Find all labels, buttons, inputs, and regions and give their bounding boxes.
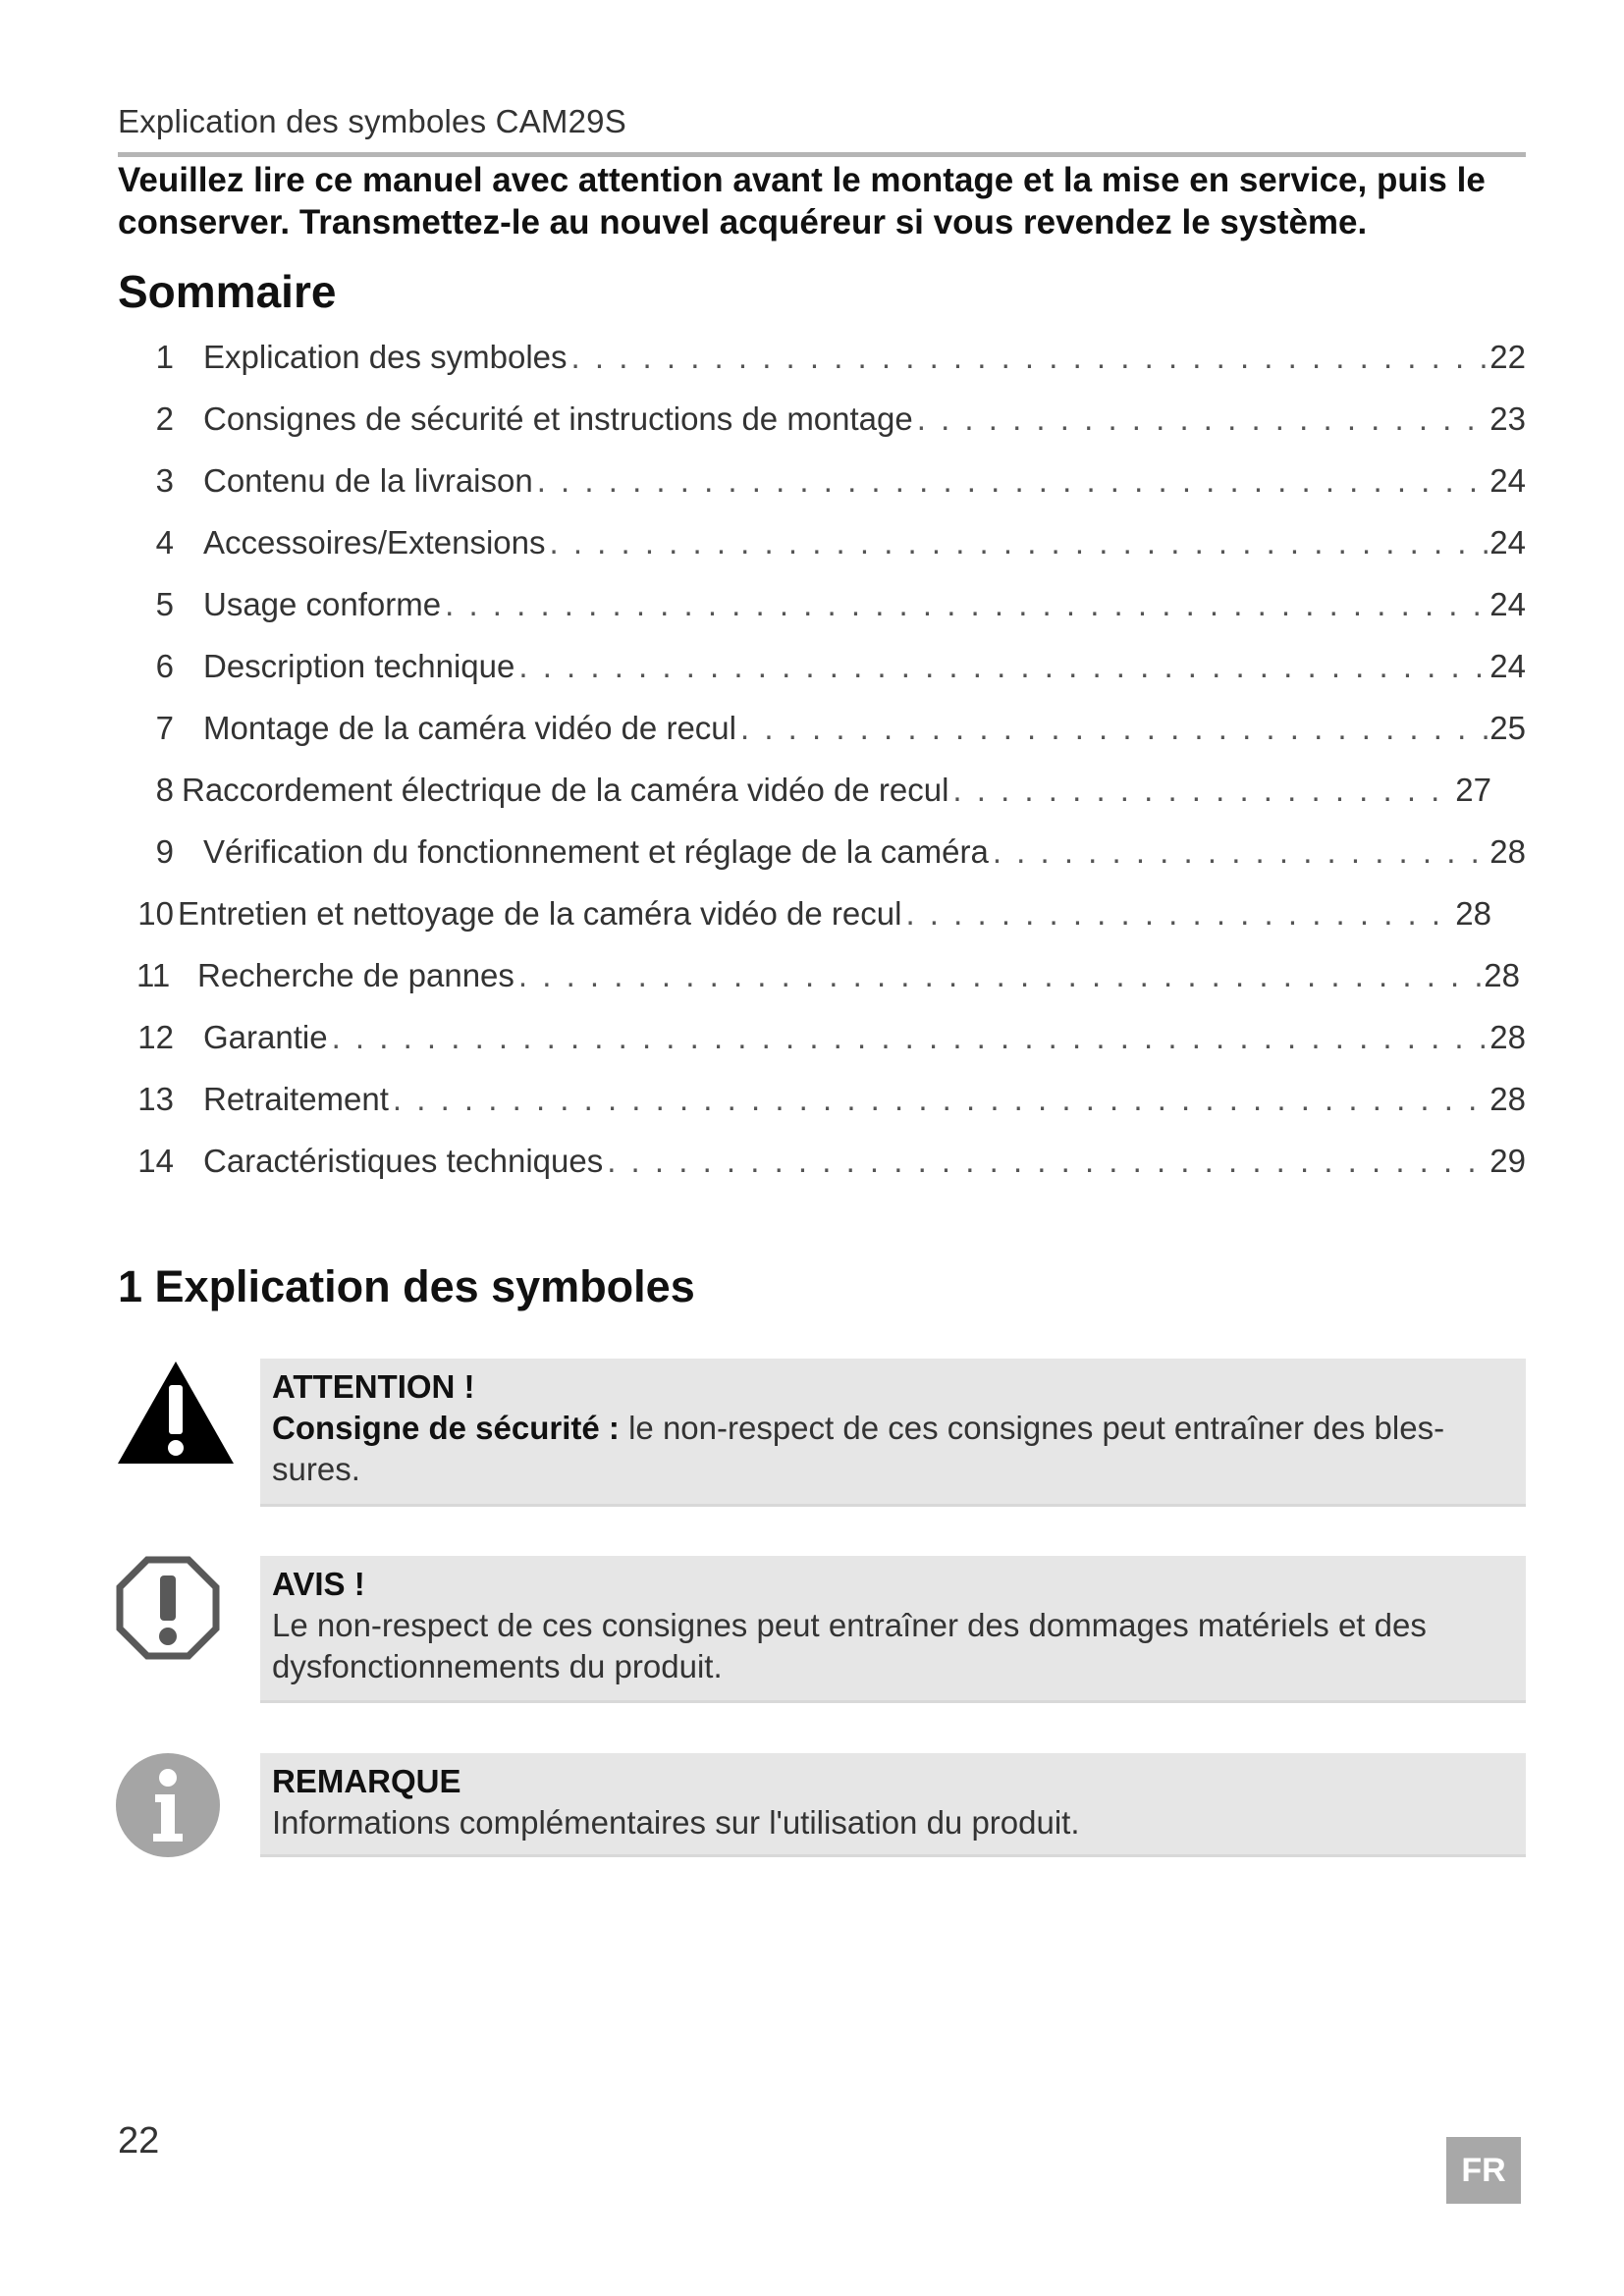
toc-leader-dots (514, 648, 1489, 685)
notice-title: AVIS ! (272, 1566, 365, 1602)
toc-entry[interactable] (136, 1143, 1526, 1186)
toc-leader-dots (533, 462, 1490, 500)
notice-text: Le non-respect de ces consignes peut entraîner des dommages matériels et des dysfonctionnements du produit. (272, 1607, 1427, 1684)
toc-leader-dots (603, 1143, 1489, 1180)
toc-entry-page: 22 (1489, 339, 1526, 375)
toc-entry-label: Description technique (203, 648, 515, 684)
toc-entry-number: 9 (155, 833, 174, 870)
warning-triangle-icon (116, 1360, 236, 1468)
toc-leader-dots (913, 400, 1490, 438)
toc-entry[interactable] (136, 957, 1520, 1000)
toc-entry-label: Raccordement électrique de la caméra vidéo de recul (182, 772, 949, 808)
toc-entry-page: 24 (1489, 462, 1526, 499)
toc-entry-label: Contenu de la livraison (203, 462, 533, 499)
toc-leader-dots (328, 1019, 1490, 1056)
toc-entry[interactable] (136, 1019, 1526, 1062)
toc-leader-dots (568, 339, 1490, 376)
toc-entry-label: Montage de la caméra vidéo de recul (203, 710, 736, 746)
toc-entry-page: 28 (1489, 833, 1526, 870)
toc-entry-number: 13 (137, 1081, 174, 1117)
toc-entry-page: 25 (1489, 710, 1526, 746)
toc-entry-label: Usage conforme (203, 586, 442, 622)
toc-entry[interactable] (152, 772, 1491, 815)
toc-entry-number: 1 (155, 339, 174, 375)
page-number: 22 (118, 2120, 160, 2162)
toc-entry[interactable] (152, 400, 1526, 444)
toc-entry-label: Accessoires/Extensions (203, 524, 546, 561)
toc-entry-page: 29 (1489, 1143, 1526, 1179)
notice-text: le non-respect de ces consignes peut entraîner des bles-sures. (272, 1410, 1445, 1487)
octagon-exclamation-icon (116, 1556, 220, 1660)
toc-entry-number: 3 (155, 462, 174, 499)
toc-leader-dots (389, 1081, 1489, 1118)
toc-entry-number: 6 (155, 648, 174, 684)
toc-title: Sommaire (118, 266, 337, 317)
toc-leader-dots (948, 772, 1455, 809)
toc-entry-number: 5 (155, 586, 174, 622)
toc-entry-label: Entretien et nettoyage de la caméra vidéo de recul (178, 895, 902, 932)
caution-notice (260, 1556, 1526, 1703)
toc-entry-page: 27 (1455, 772, 1491, 808)
toc-entry-page: 24 (1489, 648, 1526, 684)
toc-entry-number: 4 (155, 524, 174, 561)
notice-text: Informations complémentaires sur l'utilisation du produit. (272, 1804, 1080, 1841)
running-header: Explication des symboles CAM29S (118, 103, 626, 139)
toc-entry[interactable] (152, 833, 1526, 877)
toc-entry-label: Consignes de sécurité et instructions de montage (203, 400, 913, 437)
toc-leader-dots (989, 833, 1489, 871)
toc-entry-page: 24 (1489, 586, 1526, 622)
notice-lead: Consigne de sécurité : (272, 1410, 620, 1446)
toc-entry-page: 28 (1489, 1019, 1526, 1055)
toc-entry-label: Caractéristiques techniques (203, 1143, 604, 1179)
toc-entry[interactable] (152, 710, 1526, 753)
toc-entry-label: Vérification du fonctionnement et réglage de la caméra (203, 833, 989, 870)
info-circle-icon (116, 1753, 220, 1857)
toc-entry[interactable] (152, 648, 1526, 691)
toc-entry-number: 14 (137, 1143, 174, 1179)
toc-entry-page: 28 (1455, 895, 1491, 932)
toc-entry[interactable] (152, 339, 1526, 382)
warning-notice (260, 1359, 1526, 1507)
toc-entry-number: 12 (137, 1019, 174, 1055)
toc-entry-label: Garantie (203, 1019, 328, 1055)
toc-leader-dots (736, 710, 1489, 747)
toc-entry-page: 28 (1484, 957, 1520, 993)
toc-entry-number: 11 (136, 957, 171, 993)
toc-leader-dots (514, 957, 1484, 994)
notice-title: REMARQUE (272, 1763, 461, 1799)
toc-entry-label: Explication des symboles (203, 339, 568, 375)
toc-entry-label: Recherche de pannes (197, 957, 514, 993)
language-badge: FR (1446, 2137, 1521, 2204)
intro-paragraph: Veuillez lire ce manuel avec attention avant le montage et la mise en service, puis le conserver. Transmettez-le au nouvel acquéreur si vous revendez le système. (118, 161, 1486, 241)
toc-entry[interactable] (152, 524, 1526, 567)
toc-leader-dots (441, 586, 1489, 623)
toc-leader-dots (545, 524, 1489, 561)
section-heading: 1 Explication des symboles (118, 1261, 695, 1311)
toc-entry-number: 10 (137, 895, 174, 932)
toc-entry[interactable] (152, 586, 1526, 629)
toc-entry-page: 24 (1489, 524, 1526, 561)
toc-entry[interactable] (136, 1081, 1526, 1124)
toc-entry[interactable] (136, 895, 1491, 938)
note-notice (260, 1753, 1526, 1857)
toc-entry-page: 23 (1489, 400, 1526, 437)
toc-entry-page: 28 (1489, 1081, 1526, 1117)
toc-entry-number: 8 (155, 772, 174, 808)
notice-title: ATTENTION ! (272, 1368, 475, 1405)
toc-entry[interactable] (152, 462, 1526, 506)
toc-entry-number: 7 (155, 710, 174, 746)
toc-entry-label: Retraitement (203, 1081, 389, 1117)
toc-leader-dots (901, 895, 1455, 933)
toc-entry-number: 2 (155, 400, 174, 437)
